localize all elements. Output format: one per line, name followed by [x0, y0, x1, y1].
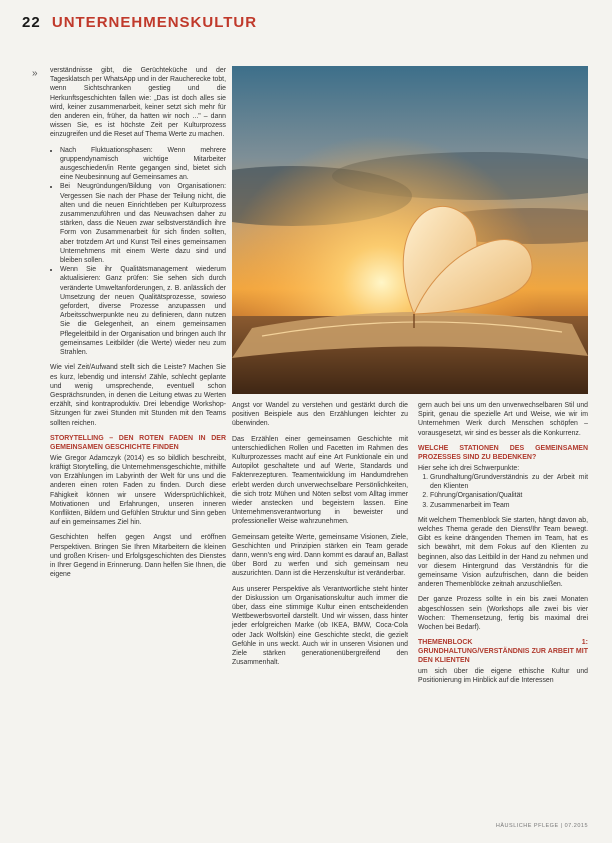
- paragraph: Der ganze Prozess sollte in ein bis zwei Monaten abgeschlossen sein (Workshops alle zwei bis vier Wochen: Themensetzung, fertig bis maximal drei Wochen bei Bedarf).: [418, 596, 588, 632]
- column-3: [418, 401, 588, 692]
- section-heading: WELCHE STATIONEN DES GEMEINSAMEN PROZESSES SIND ZU BEDENKEN?: [418, 444, 588, 461]
- heart-book-photo: [232, 66, 588, 394]
- continuation-marker: »: [32, 68, 38, 79]
- paragraph: Angst vor Wandel zu verstehen und gestärkt durch die positiven Beispiele aus den Erzählungen leichter zu überwinden.: [232, 402, 408, 428]
- bullet-item: • Bei Neugründungen/Bildung von Organisationen: Vergessen Sie nach der Phase der Teilung nicht, die alten und die neuen Einrichtleben per Kulturprozess zusammenzuführen und das Neuwachsen daher zu stärken, dass die Neuen zwar selbstverständlich ihre Form von Zusammenarbeit für sich finden sollten, aber trotzdem Art und Kunst Teil eines gemeinsamen Unternehmens mit einem Werte dazu sind und bleiben sollen.: [60, 182, 226, 265]
- section-heading: STORYTELLING – DEN ROTEN FADEN IN DER GEMEINSAMEN GESCHICHTE FINDEN: [50, 434, 226, 451]
- numbered-list: [418, 473, 588, 510]
- sunset-book-image: [232, 66, 588, 394]
- list-item: 2. Führung/Organisation/Qualität: [430, 491, 588, 500]
- paragraph: Wie viel Zeit/Aufwand stellt sich die Leiste? Machen Sie es kurz, lebendig und intensiv! Zähle, schlecht geplante und wenig umsprechende, eventuell schon Gesprächsrunden, in denen die Leitung etwas zu Werten erzählt, sind kontraproduktiv. Drei lebendige Workshop-Sitzungen für zwei Stunden mit Stunden mit den Teams sollten reichen.: [50, 364, 226, 427]
- list-item: 3. Zusammenarbeit im Team: [430, 501, 588, 510]
- column-2: [232, 401, 408, 673]
- section-title: UNTERNEHMENSKULTUR: [51, 14, 258, 31]
- bullet-list: [50, 146, 226, 358]
- list-intro: Hier sehe ich drei Schwerpunkte:: [418, 464, 520, 472]
- paragraph: Wie Gregor Adamczyk (2014) es so bildlich beschreibt, kräftigt Storytelling, die Unternehmensgeschichte, mithilfe von Erzählungen im Labyrinth der Welt für uns und die anderen einen roten Faden zu finden. Durch diese Fähigkeit können wir unsere Widersprüchlichkeit, Motivationen und Erfahrungen, unseren inneren Konflikten, Bildern und Gefühlen Struktur und Sinn geben auf ein gemeinsames Ziel hin.: [50, 454, 226, 527]
- column-1: [50, 66, 226, 585]
- section-heading: THEMENBLOCK 1: GRUNDHALTUNG/VERSTÄNDNIS ZUR ARBEIT MIT DEN KLIENTEN: [418, 639, 588, 665]
- paragraph: Das Erzählen einer gemeinsamen Geschichte mit unterschiedlichen Rollen und Facetten im Rahmen des Kulturprozesses macht auf eine Art Funktionale ein und Autopilot geschaltete und auf Werte, Standards und Faktenrezepturen. Teamentwicklung im Handumdrehen erlebt werden durch unverwechselbare Persönlichkeiten, die sich trotz Mühen und Nöten selbst vom Alltag immer wieder anstecken und begeistern lassen. Eine Unternehmensverantwortung in beweister und professioneller Weise wahrzunehmen.: [232, 435, 408, 526]
- bullet-item: • Wenn Sie ihr Qualitätsmanagement wiederum aktualisieren: Ganz prüfen: Sie sehen sich durch veränderte Umweltanforderungen, z. B. anlässlich der Umsetzung der neuen Qualitätsprozesse, sowieso gefordert, diverse Prozesse anzupassen und Arbeitsschwerpunkte neu zu definieren, dann nutzen Sie die Gelegenheit, an einem gemeinsamen Pflegeleitbild in der Organisation und bringen auch Ihr gemeinsames Leitbilder (die Werte) wieder neu zum Strahlen.: [60, 265, 226, 357]
- paragraph: Aus unserer Perspektive als Verantwortliche steht hinter der Diskussion um Organisationskultur auch immer die über, dass eine stimmige Kultur einen entscheidenden Wettbewerbsvorteil darstellt. Und wir wissen, dass hinter jeder erfolgreichen Marke (ob IKEA, BMW, Coca-Cola oder Jack Wolfskin) eine Geschichte steckt, die gezielt Gefühle in uns weckt. Auch wir in unseren Visionen und Ziele stärken generationenübergreifend den Zusammenhalt.: [232, 585, 408, 667]
- paragraph: Gemeinsam geteilte Werte, gemeinsame Visionen, Ziele, Geschichten und Prinzipien stärken ein Team gerade dann, wenn's eng wird. Dann kommt es darauf an, Ballast über Bord zu werfen und sich gemeinsam neu auszurichten. Dann ist die Herzenskultur ist veränderbar.: [232, 533, 408, 578]
- page-footer: HÄUSLICHE PFLEGE | 07.2015: [495, 823, 588, 829]
- intro-paragraph: verständnisse gibt, die Gerüchteküche und der Tagesklatsch per WhatsApp und in der Raucherecke tobt, wenn Sichtschranken gestieg und die Herkunftsgeschichten fallen wie: „Das ist doch alles sie wird, keiner zusammenarbeit, keiner setzt sich mehr für den anderen ein, früher, da hatten wir noch ..." – dann wissen Sie, es ist höchste Zeit per Kulturprozess einzugreifen und die Reset auf Thema Werte zu machen.: [50, 67, 226, 139]
- bullet-item: • Nach Fluktuationsphasen: Wenn mehrere gruppendynamisch wichtige Mitarbeiter ausgeschieden/in Rente gegangen sind, bietet sich eine Neubesinnung auf Gemeinsames an.: [60, 146, 226, 183]
- paragraph: Mit welchem Themenblock Sie starten, hängt davon ab, welches Thema gerade den Dienst/Ihr Team bewegt. Gibt es keine drängenden Themen im Team, hat es sich bewährt, mit dem Fokus auf den Klienten zu beginnen, also das Leitbild in der Hand zu nehmen und vor diesem Hintergrund das Verständnis für die gemeinsame Vision aufzufrischen, dann die beiden anderen Themenblöcke zeitnah anzuschließen.: [418, 516, 588, 589]
- list-item: 1. Grundhaltung/Grundverständnis zu der Arbeit mit den Klienten: [430, 473, 588, 491]
- page-number: 22: [22, 14, 41, 31]
- paragraph: Geschichten helfen gegen Angst und eröffnen Perspektiven. Bringen Sie Ihren Mitarbeitern die kleinen und großen Krisen- und Erfolgsgeschichten des Dienstes in Ihrer Gegend in Erinnerung. Dann helfen Sie Ihnen, die eigene: [50, 534, 226, 579]
- page-header: [22, 14, 257, 31]
- paragraph: gern auch bei uns um den unverwechselbaren Stil und Spirit, genau die spezielle Art und Weise, wie wir im Unternehmen Werk durch Menschen schöpfen – vorausgesetzt, wir sind es besser als die Konkurrenz.: [418, 402, 588, 437]
- paragraph: um sich über die eigene ethische Kultur und Positionierung im Hinblick auf die Interessen: [418, 668, 588, 685]
